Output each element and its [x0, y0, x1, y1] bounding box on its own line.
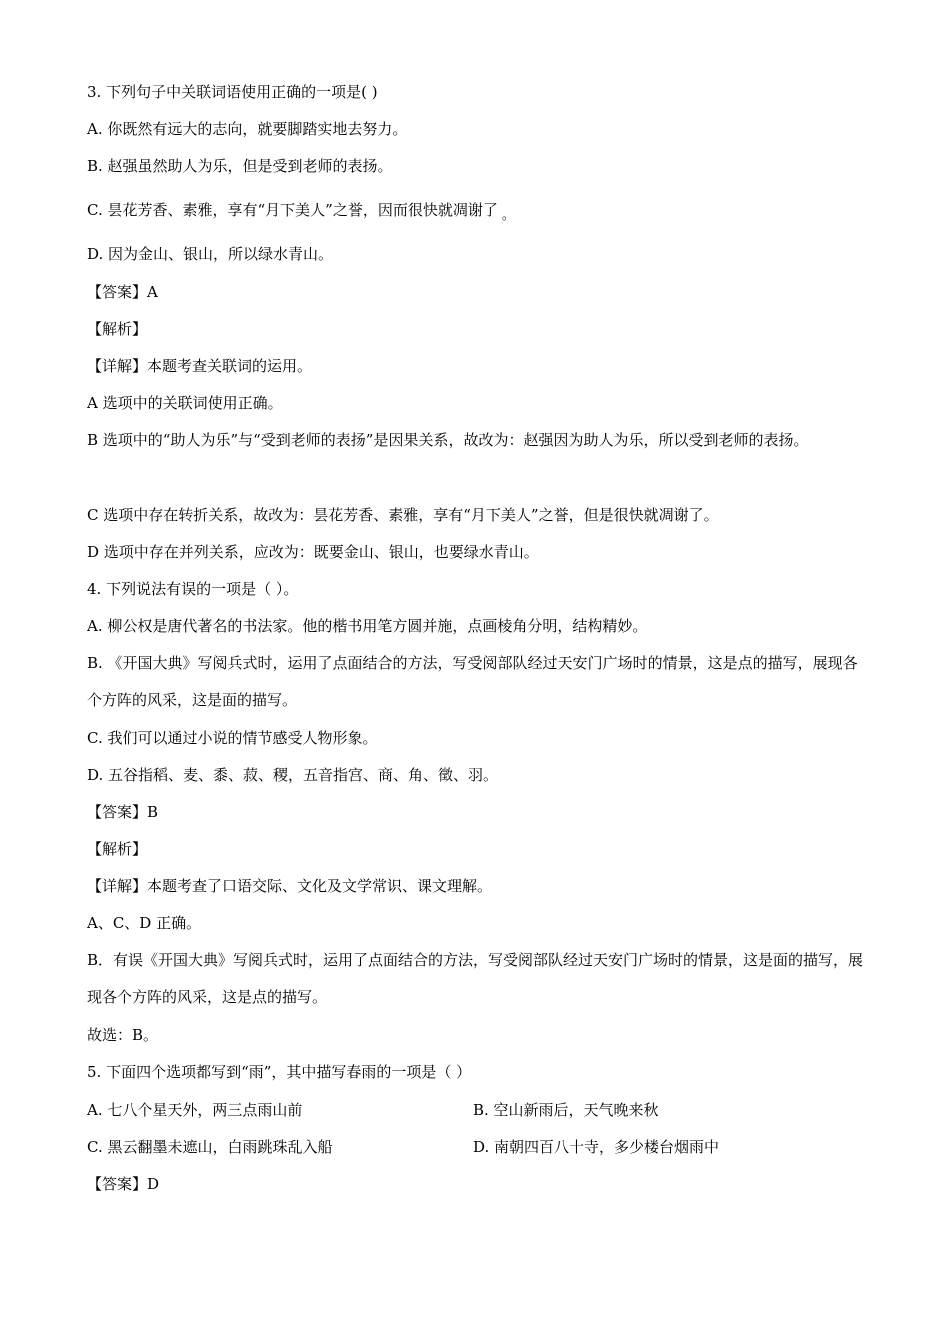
q5-option-b: B. 空山新雨后，天气晚来秋: [473, 1101, 659, 1119]
q3-option-c-text: C. 昙花芳香、素雅，享有“月下美人”之誉，因而很快就凋谢了: [87, 201, 498, 219]
q4-option-d: D. 五谷指稻、麦、黍、菽、稷，五音指宫、商、角、徵、羽。: [87, 766, 499, 784]
q4-detail: 【详解】本题考查了口语交际、文化及文学常识、课文理解。: [87, 877, 493, 895]
q4-analysis-heading: 【解析】: [87, 840, 148, 858]
q3-answer: 【答案】A: [87, 283, 158, 301]
q4-answer: 【答案】B: [87, 803, 159, 821]
q4-option-c: C. 我们可以通过小说的情节感受人物形象。: [87, 729, 378, 747]
q5-option-d: D. 南朝四百八十寺，多少楼台烟雨中: [473, 1138, 720, 1156]
q4-conclusion: 故选：B。: [87, 1026, 159, 1044]
q5-answer: 【答案】D: [87, 1175, 160, 1193]
q3-option-b: B. 赵强虽然助人为乐，但是受到老师的表扬。: [87, 157, 393, 175]
q5-option-c: C. 黑云翻墨未遮山，白雨跳珠乱入船: [87, 1138, 333, 1156]
q5-option-a: A. 七八个星天外，两三点雨山前: [87, 1101, 303, 1119]
q3-explanation-c: C 选项中存在转折关系，故改为：昙花芳香、素雅，享有“月下美人”之誉，但是很快就凋谢了。: [87, 506, 719, 524]
q4-explanation-b: B．有误《开国大典》写阅兵式时，运用了点面结合的方法，写受阅部队经过天安门广场时的情景，这是面的描写，展现各个方阵的风采，这是点的描写。: [87, 951, 864, 1006]
q3-stem: 3. 下列句子中关联词语使用正确的一项是( ): [87, 83, 378, 101]
q3-option-c: [87, 200, 515, 226]
q3-option-c-mark: 。: [501, 208, 515, 223]
q3-explanation-d: D 选项中存在并列关系，应改为：既要金山、银山，也要绿水青山。: [87, 543, 539, 561]
q4-option-b: B. 《开国大典》写阅兵式时，运用了点面结合的方法，写受阅部队经过天安门广场时的情景，这是点的描写，展现各个方阵的风采，这是面的描写。: [87, 654, 858, 709]
q3-explanation-b: B 选项中的“助人为乐”与“受到老师的表扬”是因果关系，故改为：赵强因为助人为乐，所以受到老师的表扬。: [87, 431, 809, 449]
q4-stem: 4. 下列说法有误的一项是（ ）。: [87, 580, 299, 598]
q3-explanation-a: A 选项中的关联词使用正确。: [87, 394, 283, 412]
q5-stem: 5. 下面四个选项都写到“雨”，其中描写春雨的一项是（ ）: [87, 1063, 472, 1081]
q4-explanation-acd: A、C、D 正确。: [87, 914, 202, 932]
q3-analysis-heading: 【解析】: [87, 320, 148, 338]
q3-detail: 【详解】本题考查关联词的运用。: [87, 357, 313, 375]
q3-option-d: D. 因为金山、银山，所以绿水青山。: [87, 245, 334, 263]
q3-option-a: A. 你既然有远大的志向，就要脚踏实地去努力。: [87, 120, 408, 138]
q4-option-a: A. 柳公权是唐代著名的书法家。他的楷书用笔方圆并施，点画棱角分明，结构精妙。: [87, 617, 648, 635]
